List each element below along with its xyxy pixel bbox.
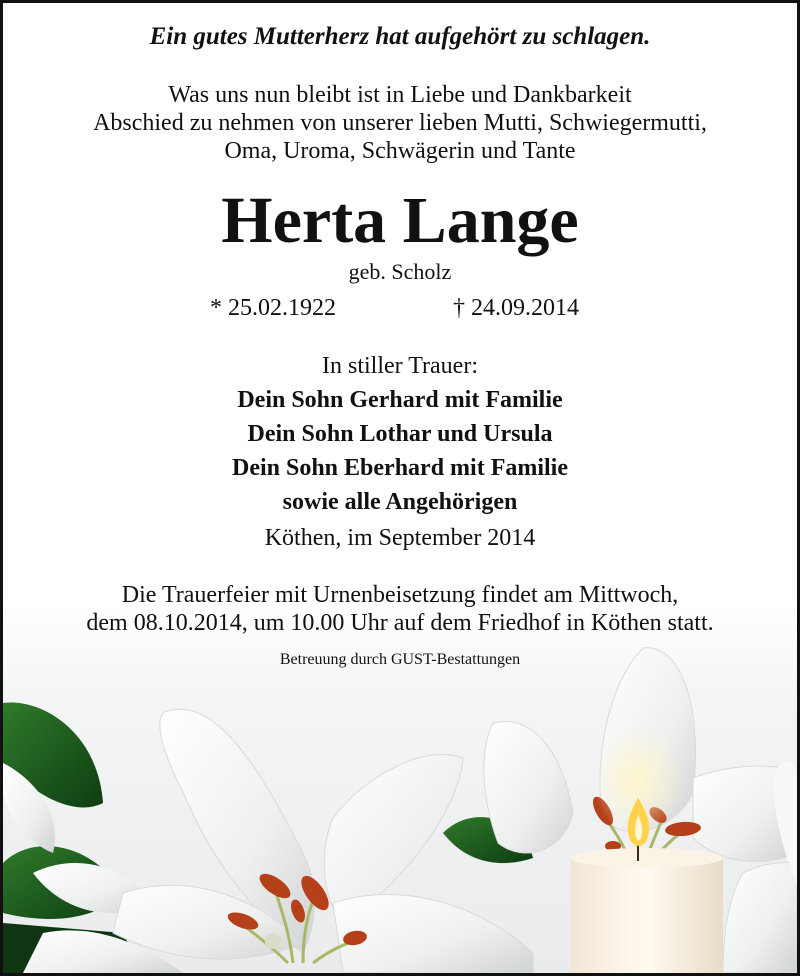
mourning-heading: In stiller Trauer: [322, 353, 478, 379]
mourner-line: Dein Sohn Gerhard mit Familie [237, 387, 563, 413]
candle [571, 858, 723, 973]
intro-line: Abschied zu nehmen von unserer lieben Mutti, Schwiegermutti, [93, 110, 707, 136]
death-date: † 24.09.2014 [453, 295, 579, 321]
mourners-list [3, 383, 797, 519]
undertaker-note: Betreuung durch GUST-Bestattungen [279, 651, 521, 668]
motto: Ein gutes Mutterherz hat aufgehört zu schlagen. [149, 23, 651, 50]
intro-text [3, 81, 797, 165]
intro-line: Oma, Uroma, Schwägerin und Tante [224, 138, 576, 164]
service-line: Die Trauerfeier mit Urnenbeisetzung findet am Mittwoch, [121, 582, 679, 608]
service-info [3, 581, 797, 637]
mourner-line: Dein Sohn Lothar und Ursula [247, 421, 553, 447]
birth-name: geb. Scholz [348, 259, 452, 284]
place-date: Köthen, im September 2014 [264, 525, 536, 551]
birth-date: * 25.02.1922 [210, 295, 336, 321]
intro-line: Was uns nun bleibt ist in Liebe und Dankbarkeit [168, 82, 632, 108]
mourner-line: sowie alle Angehörigen [282, 489, 518, 515]
life-dates [3, 295, 797, 325]
deceased-name: Herta Lange [221, 184, 579, 257]
service-line: dem 08.10.2014, um 10.00 Uhr auf dem Friedhof in Köthen statt. [86, 610, 714, 636]
mourner-line: Dein Sohn Eberhard mit Familie [231, 455, 568, 481]
